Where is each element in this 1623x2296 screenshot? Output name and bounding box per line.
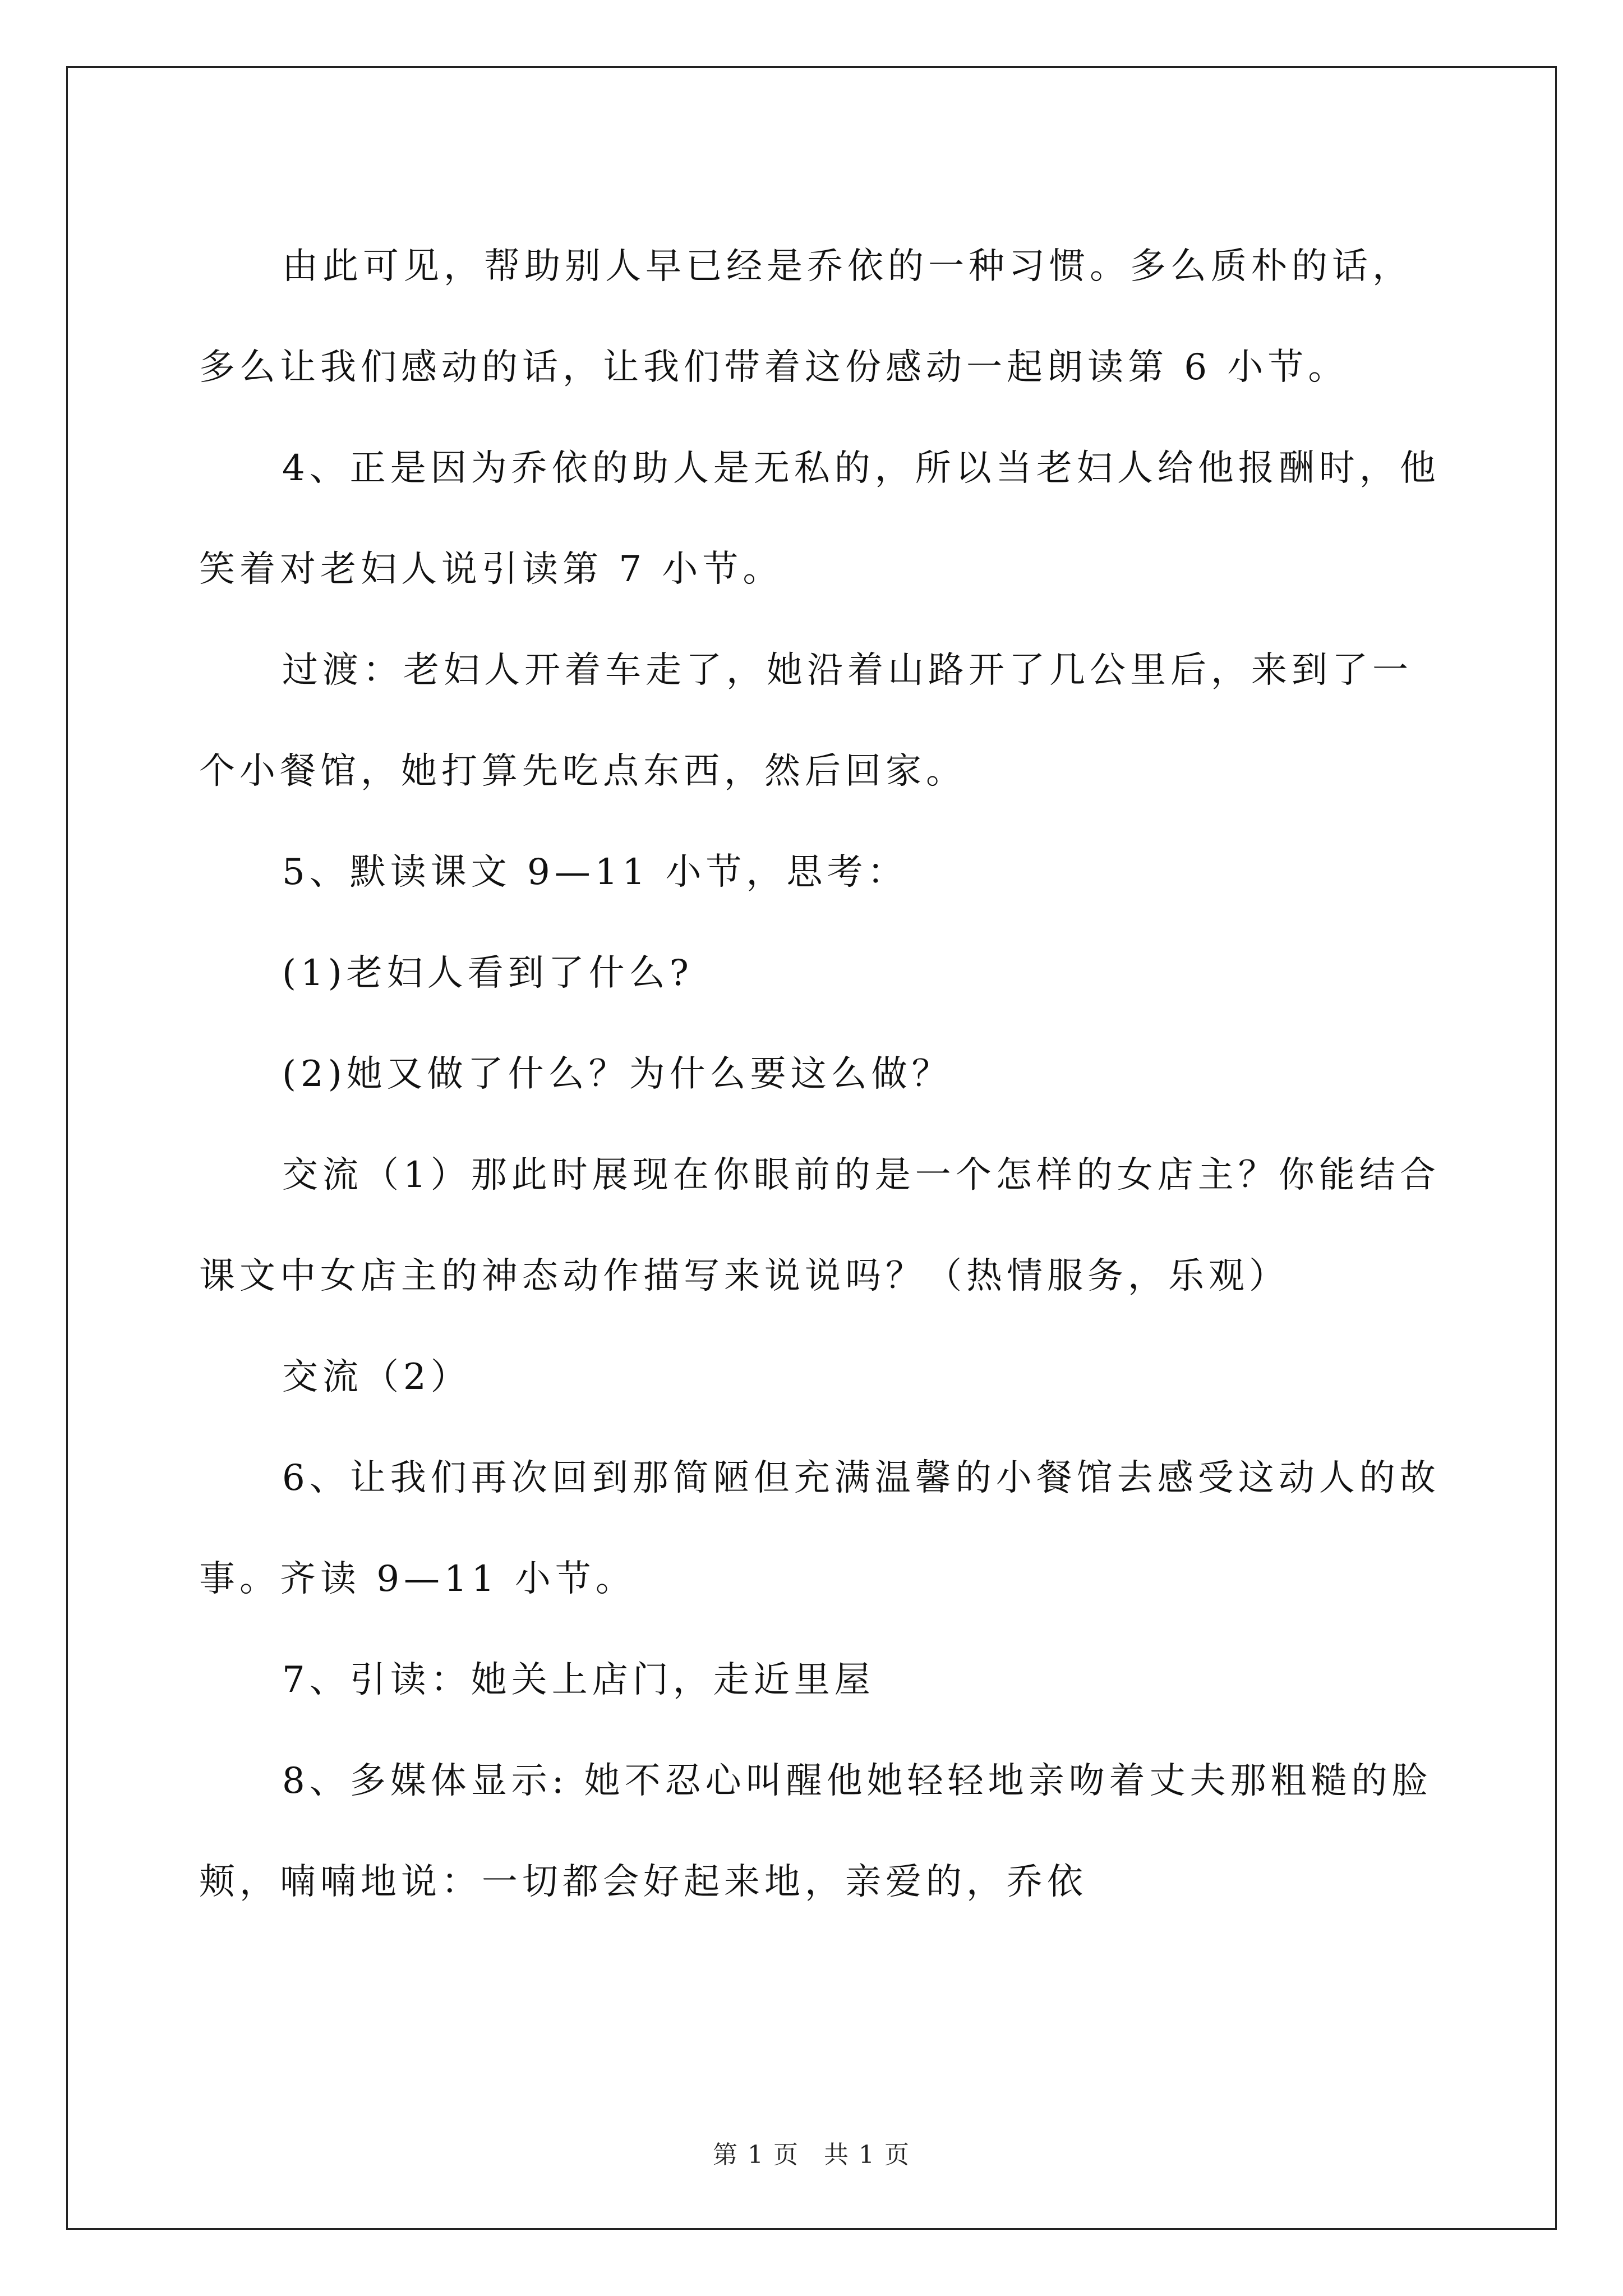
page-footer bbox=[0, 2134, 1623, 2170]
text-line: 个小餐馆，她打算先吃点东西，然后回家。 bbox=[199, 751, 966, 792]
text-line: 笑着对老妇人说引读第 7 小节。 bbox=[199, 549, 783, 590]
document-body bbox=[199, 216, 1440, 1932]
text-line: 多么让我们感动的话，让我们带着这份感动一起朗读第 6 小节。 bbox=[199, 347, 1349, 388]
text-line: 5、默读课文 9—11 小节，思考： bbox=[282, 852, 908, 893]
text-line: 4、正是因为乔依的助人是无私的，所以当老妇人给他报酬时，他 bbox=[282, 448, 1440, 489]
text-line: 事。齐读 9—11 小节。 bbox=[199, 1558, 636, 1600]
text-line: (2)她又做了什么？为什么要这么做？ bbox=[282, 1053, 952, 1095]
text-line: 交流（1）那此时展现在你眼前的是一个怎样的女店主？你能结合 bbox=[282, 1154, 1440, 1196]
text-line: 由此可见，帮助别人早已经是乔依的一种习惯。多么质朴的话， bbox=[282, 246, 1413, 287]
page-total: 共 1 页 bbox=[824, 2141, 910, 2169]
text-line: 6、让我们再次回到那简陋但充满温馨的小餐馆去感受这动人的故 bbox=[282, 1457, 1440, 1499]
text-line: 课文中女店主的神态动作描写来说说吗？（热情服务，乐观） bbox=[199, 1255, 1289, 1297]
text-line: 交流（2） bbox=[282, 1356, 471, 1398]
text-line: 过渡：老妇人开着车走了，她沿着山路开了几公里后，来到了一 bbox=[282, 650, 1413, 691]
text-line: 8、多媒体显示: 她不忍心叫醒他她轻轻地亲吻着丈夫那粗糙的脸 bbox=[282, 1760, 1432, 1802]
text-line: 颊，喃喃地说：一切都会好起来地，亲爱的，乔依 bbox=[199, 1861, 1087, 1903]
text-line: 7、引读：她关上店门，走近里屋 bbox=[282, 1659, 875, 1701]
page-number: 第 1 页 bbox=[713, 2141, 799, 2169]
text-line: (1)老妇人看到了什么? bbox=[282, 953, 693, 994]
